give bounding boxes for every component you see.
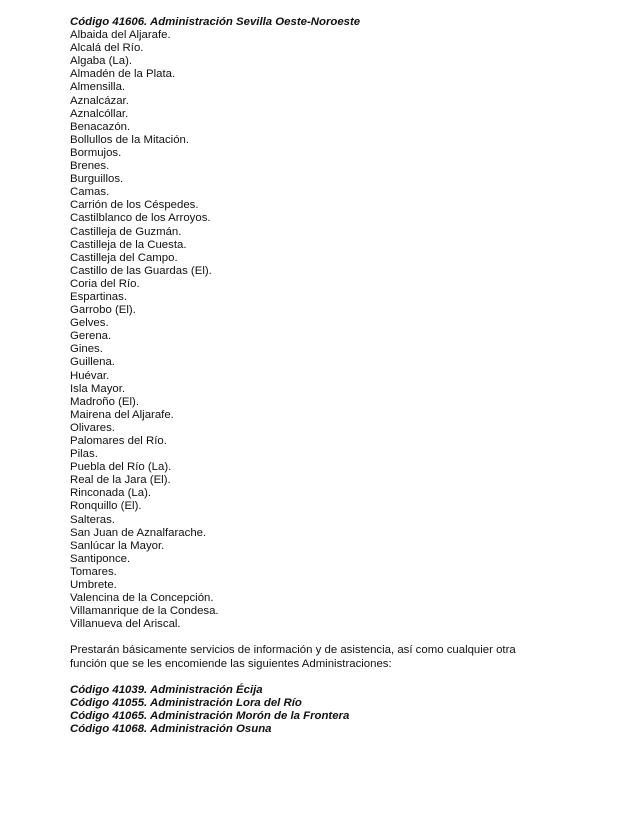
list-item: Isla Mayor. [70,382,126,395]
list-item: Ronquillo (El). [70,500,142,513]
list-item: Villanueva del Ariscal. [70,618,181,631]
administration-item: Código 41039. Administración Écija [70,683,263,696]
administration-item: Código 41065. Administración Morón de la Frontera [70,709,350,722]
list-item: Albaida del Aljarafe. [70,29,171,42]
list-item: Pilas. [70,448,98,461]
list-item: Bollullos de la Mitación. [70,133,190,146]
administration-list [70,684,610,736]
list-item: Espartinas. [70,290,127,303]
list-item: Castillo de las Guardas (El). [70,264,212,277]
list-item: Villamanrique de la Condesa. [70,605,219,618]
paragraph-line: Prestarán básicamente servicios de información y de asistencia, así como cualquier otra [70,644,516,657]
list-item: Rinconada (La). [70,487,152,500]
list-item: Huévar. [70,369,110,382]
list-item: Brenes. [70,160,110,173]
paragraph-spacer [70,631,610,644]
administration-item: Código 41068. Administración Osuna [70,722,272,735]
administration-item: Código 41055. Administración Lora del Río [70,696,302,709]
list-item: Castilleja de Guzmán. [70,225,182,238]
list-item: Algaba (La). [70,55,133,68]
paragraph-spacer [70,671,610,684]
paragraph-line: función que se les encomiende las siguientes Administraciones: [70,657,392,670]
list-item: Madroño (El). [70,395,140,408]
list-item: Castilleja de la Cuesta. [70,238,187,251]
list-item: Burguillos. [70,173,124,186]
list-item: Gerena. [70,330,112,343]
list-item: Almadén de la Plata. [70,68,176,81]
list-item: Salteras. [70,513,115,526]
document-page [70,16,610,736]
list-item: Carrión de los Céspedes. [70,199,199,212]
list-item: Santiponce. [70,552,131,565]
list-item: Alcalá del Río. [70,42,144,55]
list-item: Bormujos. [70,146,122,159]
list-item: Coria del Río. [70,277,140,290]
list-item: Castilblanco de los Arroyos. [70,212,211,225]
list-item: Palomares del Río. [70,435,167,447]
list-item: Aznalcázar. [70,94,129,107]
municipality-list [70,29,610,631]
list-item: San Juan de Aznalfarache. [70,526,207,539]
list-item: Olivares. [70,421,115,434]
list-item: Aznalcóllar. [70,107,129,120]
list-item: Gines. [70,343,103,356]
list-item: Garrobo (El). [70,304,136,317]
list-item: Real de la Jara (El). [70,474,171,487]
list-item: Valencina de la Concepción. [70,592,214,605]
list-item: Benacazón. [70,120,131,133]
list-item: Almensilla. [70,81,126,94]
list-item: Umbrete. [70,579,117,592]
list-item: Sanlúcar la Mayor. [70,539,165,552]
list-item: Mairena del Aljarafe. [70,408,174,421]
list-item: Puebla del Río (La). [70,461,172,474]
list-item: Gelves. [70,317,109,330]
list-item: Tomares. [70,565,117,578]
body-paragraph [70,644,610,670]
section-heading: Código 41606. Administración Sevilla Oeste-Noroeste [70,16,361,28]
list-item: Guillena. [70,356,115,369]
list-item: Camas. [70,186,110,199]
list-item: Castilleja del Campo. [70,251,178,264]
